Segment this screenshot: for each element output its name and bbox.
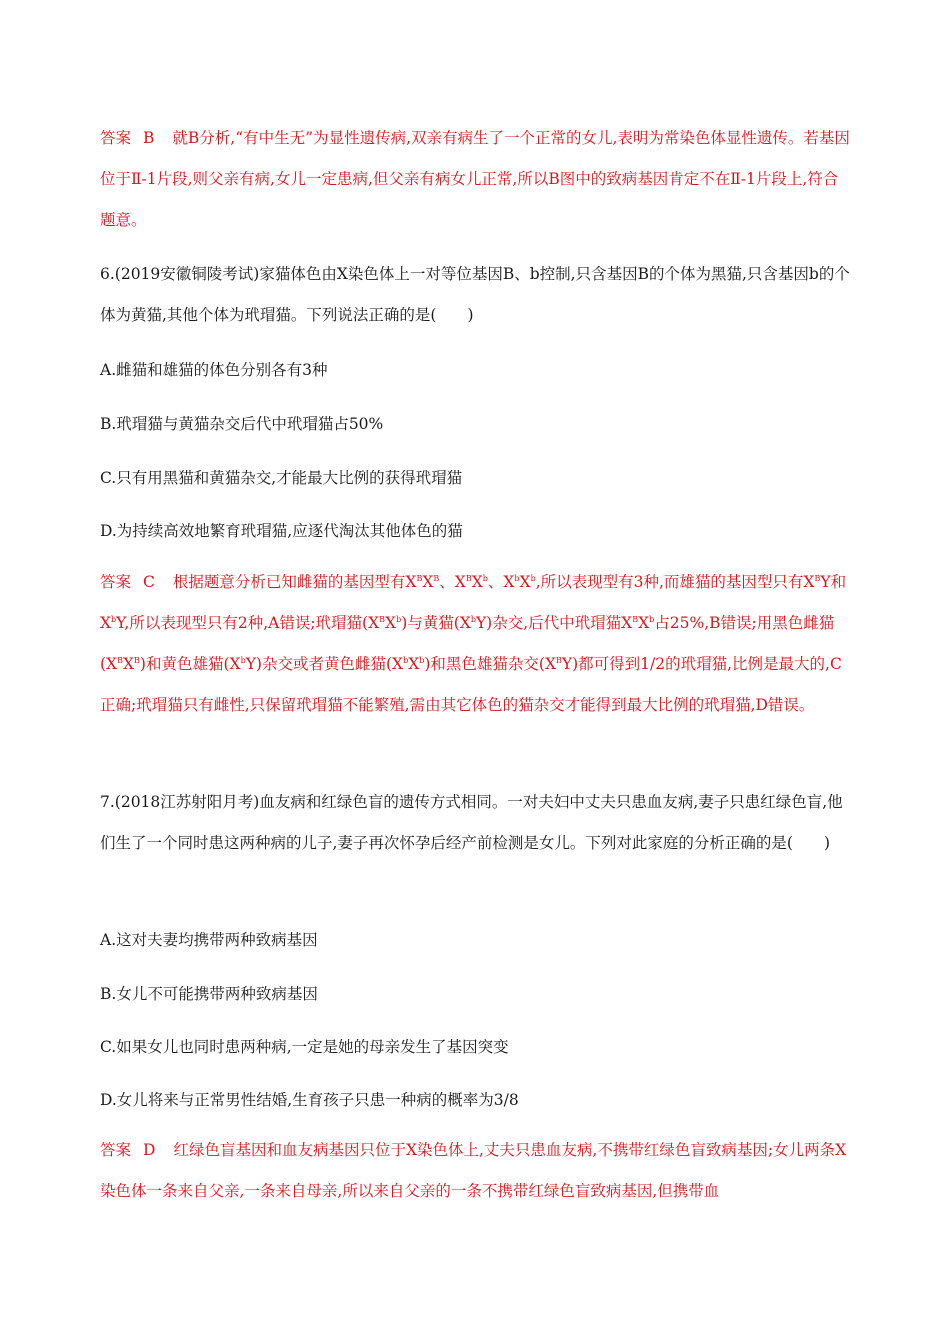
answer-label: 答案 — [100, 129, 132, 147]
question-7-option-b: B.女儿不可能携带两种致病基因 — [100, 985, 318, 1003]
answer-text: ,所以表现型有3种,而雄猫的基因型只有X — [535, 573, 815, 591]
allele-sup: B — [556, 655, 562, 665]
answer-text: X — [422, 573, 434, 591]
answer-label: 答案 — [100, 573, 132, 591]
answer-text: 、X — [439, 573, 466, 591]
question-6-stem: 6.(2019安徽铜陵考试)家猫体色由X染色体上一对等位基因B、b控制,只含基因B的个体为黑猫,只含基因b的个体为黄猫,其他个体为玳瑁猫。下列说法正确的是( ) — [100, 265, 850, 324]
question-7-option-a: A.这对夫妻均携带两种致病基因 — [100, 931, 318, 949]
allele-sup: b — [403, 655, 409, 665]
allele-sup: B — [134, 655, 140, 665]
answer-text: 根据题意分析已知雌猫的基因型有X — [172, 573, 417, 591]
question-6-option-d: D.为持续高效地繁育玳瑁猫,应逐代淘汰其他体色的猫 — [100, 522, 463, 540]
answer-text: Y)杂交,后代中玳瑁猫X — [475, 614, 633, 632]
allele-sup: B — [465, 573, 472, 583]
allele-sup: b — [419, 655, 425, 665]
answer-text: X — [385, 614, 397, 632]
answer-6 — [100, 562, 852, 726]
answer-letter: C — [143, 573, 155, 591]
allele-sup: b — [530, 573, 536, 583]
allele-sup: b — [482, 573, 488, 583]
answer-text: 红绿色盲基因和血友病基因只位于X染色体上,丈夫只患血友病,不携带红绿色盲致病基因;女儿两条X染色体一条来自父亲,一条来自母亲,所以来自父亲的一条不携带红绿色盲致病基因,但携带血 — [100, 1141, 847, 1200]
allele-sup: B — [117, 655, 123, 665]
allele-sup: B — [416, 573, 423, 583]
allele-sup: b — [470, 614, 476, 624]
answer-letter: B — [143, 129, 155, 147]
question-6-option-a: A.雌猫和雄猫的体色分别各有3种 — [100, 361, 328, 379]
answer-text: 、X — [487, 573, 515, 591]
question-7-stem: 7.(2018江苏射阳月考)血友病和红绿色盲的遗传方式相同。一对夫妇中丈夫只患血友病,妻子只患红绿色盲,他们生了一个同时患这两种病的儿子,妻子再次怀孕后经产前检测是女儿。下列对此家庭的分析正确的是( ) — [100, 793, 843, 852]
answer-text: Y)杂交或者黄色雌猫(X — [245, 655, 404, 673]
answer-text: Y)都可得到1/2的玳瑁猫,比例是最大的,C正确;玳瑁猫只有雌性,只保留玳瑁猫不能繁殖,需由其它体色的猫杂交才能得到最大比例的玳瑁猫,D错误。 — [100, 655, 842, 714]
answer-letter: D — [143, 1141, 156, 1159]
answer-label: 答案 — [100, 1141, 132, 1159]
answer-5 — [100, 118, 852, 241]
answer-7 — [100, 1130, 852, 1212]
allele-sup: B — [433, 573, 440, 583]
question-6-option-c: C.只有用黑猫和黄猫杂交,才能最大比例的获得玳瑁猫 — [100, 469, 463, 487]
answer-text: 就B分析,“有中生无”为显性遗传病,双亲有病生了一个正常的女儿,表明为常染色体显性遗传。若基因位于Ⅱ-1片段,则父亲有病,女儿一定患病,但父亲有病女儿正常,所以B图中的致病基因肯定不在Ⅱ-1片段上,符合题意。 — [100, 129, 850, 229]
answer-text: X — [408, 655, 420, 673]
allele-sup: B — [379, 614, 386, 624]
question-7-option-d: D.女儿将来与正常男性结婚,生育孩子只患一种病的概率为3/8 — [100, 1091, 519, 1109]
allele-sup: b — [240, 655, 246, 665]
allele-sup: B — [814, 573, 821, 583]
allele-sup: b — [396, 614, 402, 624]
answer-text: )与黄猫(X — [401, 614, 471, 632]
answer-text: )和黑色雄猫杂交(X — [424, 655, 556, 673]
answer-text: )和黄色雄猫(X — [139, 655, 241, 673]
answer-text: X — [519, 573, 531, 591]
answer-text: Y和X — [100, 573, 847, 632]
answer-text: X — [638, 614, 650, 632]
answer-text: X — [471, 573, 483, 591]
answer-text: Y,所以表现型只有2种,A错误;玳瑁猫(X — [116, 614, 380, 632]
allele-sup: B — [632, 614, 639, 624]
answer-text: X — [122, 655, 135, 673]
question-6-option-b: B.玳瑁猫与黄猫杂交后代中玳瑁猫占50% — [100, 415, 384, 433]
question-7-option-c: C.如果女儿也同时患两种病,一定是她的母亲发生了基因突变 — [100, 1038, 509, 1056]
allele-sup: b — [514, 573, 520, 583]
allele-sup: b — [111, 614, 117, 624]
answer-text: 占25%,B错误;用黑色雌猫(X — [100, 614, 835, 673]
allele-sup: b — [649, 614, 655, 624]
